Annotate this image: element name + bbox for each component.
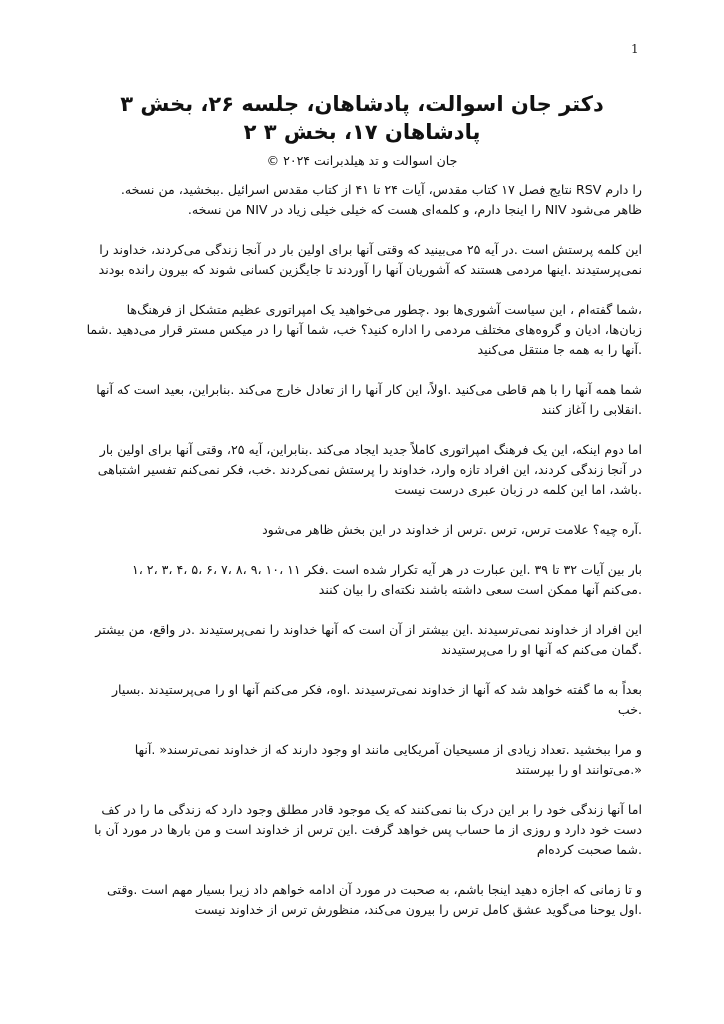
paragraph [86,740,642,780]
paragraph [86,180,642,220]
document-body [86,180,642,940]
copyright-line: جان اسوالت و تد هیلدبرانت ۲۰۲۴ © [266,153,458,168]
paragraph-line: .اول یوحنا می‌گوید عشق کامل ترس را بیرون می‌کند، منظورش ترس از خداوند نیست [194,902,642,917]
title-line-2: پادشاهان ۱۷، بخش ۳ ۲ [243,120,481,144]
paragraph [86,880,642,920]
paragraph [86,380,642,420]
page-number: 1 [631,42,639,56]
document-header [60,90,664,170]
paragraph-line: .خب [617,702,642,717]
paragraph-line: زبان‌ها، ادیان و گروه‌های مختلف مردمی را اداره کنید؟ خب، شما آنها را در میکس مستر قرار می‌دهید .شما [86,322,642,337]
paragraph [86,520,642,540]
paragraph-line: اما دوم اینکه، این یک فرهنگ امپراتوری کاملاً جدید ایجاد می‌کند .بنابراین، آیه ۲۵، وقتی آنها برای اولین بار [99,442,642,457]
paragraph-line: .گمان می‌کنم که آنها او را می‌پرستیدند [441,642,642,657]
paragraph-line: این کلمه پرستش است .در آیه ۲۵ می‌بینید که وقتی آنها برای اولین بار در آنجا زندگی می‌کردند، خداوند را [99,242,642,257]
paragraph-line: اما آنها زندگی خود را بر این درک بنا نمی‌کنند که یک موجود قادر مطلق وجود دارد که زندگی ما را در کف [101,802,642,817]
paragraph [86,560,642,600]
paragraph [86,300,642,360]
paragraph [86,440,642,500]
paragraph [86,620,642,660]
paragraph-line: نمی‌پرستیدند .اینها مردمی هستند که آشوریان آنها را آوردند تا جایگزین کسانی شوند که بیرون رانده بودند [98,262,642,277]
paragraph-line: .آره چیه؟ علامت ترس، ترس .ترس از خداوند در این بخش ظاهر می‌شود [262,522,642,537]
paragraph [86,800,642,860]
paragraph-line: در آنجا زندگی کردند، این افراد تازه وارد، خداوند را پرستش نمی‌کردند .خب، فکر نمی‌کنم تفسیر اشتباهی [97,462,642,477]
paragraph [86,240,642,280]
paragraph-line: .شما صحبت کرده‌ام [536,842,642,857]
paragraph [86,680,642,720]
paragraph-line: ،شما گفته‌ام ، این سیاست آشوری‌ها بود .چطور می‌خواهید یک امپراتوری عظیم متشکل از فرهنگ‌ها [126,302,642,317]
paragraph-line: .باشد، اما این کلمه در زبان عبری درست نیست [394,482,642,497]
paragraph-line: و مرا ببخشید .تعداد زیادی از مسیحیان آمریکایی مانند او وجود دارند که از خداوند نمی‌ترسند« .آنها [134,742,642,757]
paragraph-line: .آنها را به همه جا منتقل می‌کنید [477,342,642,357]
paragraph-line: «.می‌توانند او را بپرستند [515,762,642,777]
paragraph-line: شما همه آنها را با هم قاطی می‌کنید .اولاً، این کار آنها را از تعادل خارج می‌کند .بنابراین، بعید است که آنها [96,382,642,397]
paragraph-line: .انقلابی را آغاز کنند [541,402,642,417]
paragraph-line: دست خود دارد و روزی از ما حساب پس خواهد گرفت .این ترس از خداوند است و من بارها در مورد آن با [94,822,642,837]
paragraph-line: بار بین آیات ۳۲ تا ۳۹ .این عبارت در هر آیه تکرار شده است .فکر ۱۱ ،۱۰ ،۹ ،۸ ،۷ ،۶ ،۵ ،۴ ،۳ ،۲ ،۱ [131,562,642,577]
paragraph-line: را دارم RSV نتایج فصل ۱۷ کتاب مقدس، آیات ۲۴ تا ۴۱ از کتاب مقدس اسرائیل .ببخشید، من نسخه. [120,182,642,197]
paragraph-line: .می‌کنم آنها ممکن است سعی داشته باشند نکته‌ای را بیان کنند [318,582,642,597]
paragraph-line: ظاهر می‌شود NIV را اینجا دارم، و کلمه‌ای هست که خیلی خیلی زیاد در NIV من نسخه. [187,202,642,217]
paragraph-line: و تا زمانی که اجازه دهید اینجا باشم، به صحبت در مورد آن ادامه خواهم داد زیرا بسیار مهم است .وقتی [107,882,642,897]
title-line-1: دکتر جان اسوالت، پادشاهان، جلسه ۲۶، بخش ۳ [120,92,604,116]
paragraph-line: این افراد از خداوند نمی‌ترسیدند .این بیشتر از آن است که آنها خداوند را نمی‌پرستیدند .در واقع، من بیشتر [95,622,642,637]
paragraph-line: بعداً به ما گفته خواهد شد که آنها از خداوند نمی‌ترسیدند .اوه، فکر می‌کنم آنها او را می‌پرستیدند .بسیار [111,682,642,697]
